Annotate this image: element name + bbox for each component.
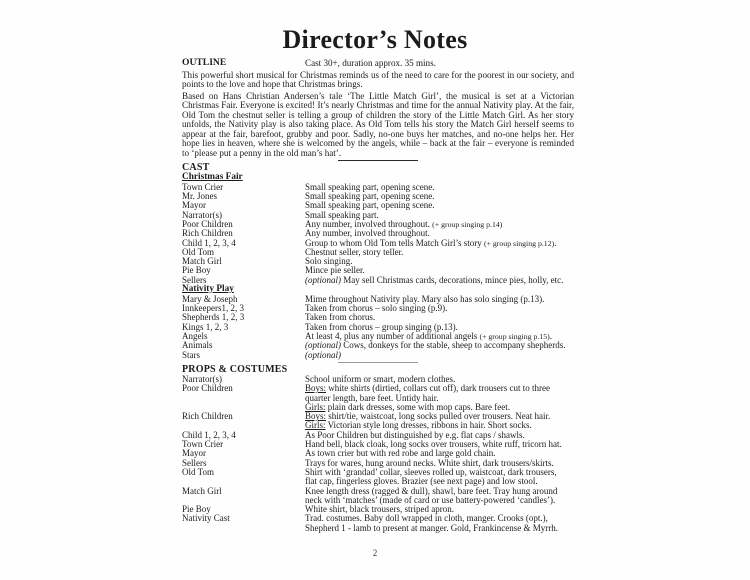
props-line-text: White shirt, black trousers, striped apron. <box>305 504 454 515</box>
props-line-text: Victorian style long dresses, ribbons in hair. Short socks. <box>325 420 532 431</box>
props-description <box>305 487 574 506</box>
cast-desc-text: Small speaking part, opening scene. <box>305 181 435 192</box>
cast-desc-text: Chestnut seller, story teller. <box>305 246 404 257</box>
props-role: Old Tom <box>182 466 214 477</box>
cast-desc-text: Taken from chorus. <box>305 312 376 323</box>
cast-role: Sellers <box>182 274 207 285</box>
props-line-text: As town crier but with red robe and large gold chain. <box>305 448 496 459</box>
props-line-text: Shirt with ‘grandad’ collar, sleeves rolled up, waistcoat, dark trousers, <box>305 466 557 477</box>
props-line-text: flat cap, fingerless gloves. Brazier (see next page) and low stool. <box>305 476 538 487</box>
cast-desc-text: Any number, involved throughout. <box>305 228 430 239</box>
props-role: Sellers <box>182 457 207 468</box>
optional-tag: (optional) <box>305 340 341 351</box>
cast-desc-text: Small speaking part, opening scene. <box>305 200 435 211</box>
props-line-text: quarter length, bare feet. Untidy hair. <box>305 392 439 403</box>
cast-role: Innkeepers1, 2, 3 <box>182 303 244 314</box>
cast-desc-text: At least 4, plus any number of additional angels <box>305 331 480 342</box>
underlined-label: Boys: <box>305 411 327 422</box>
cast-role: Mr. Jones <box>182 191 218 202</box>
cast-desc-tail: . <box>554 237 557 248</box>
props-line-text: Shepherd 1 - lamb to present at manger. Gold, Frankincense & Myrrh. <box>305 522 558 533</box>
nativity-play-subheading: Nativity Play <box>182 284 234 295</box>
cast-role: Kings 1, 2, 3 <box>182 321 229 332</box>
props-description <box>305 514 574 533</box>
props-description <box>305 412 574 431</box>
cast-desc-tail: . <box>549 331 552 342</box>
outline-heading: OUTLINE <box>182 57 227 68</box>
cast-role: Angels <box>182 331 208 342</box>
outline-section-row <box>182 58 574 69</box>
props-role: Match Girl <box>182 485 222 496</box>
cast-row <box>182 257 574 266</box>
underlined-label: Boys: <box>305 383 327 394</box>
props-line-text: neck with ‘matches’ (made of card or use battery-powered ‘candles’). <box>305 494 556 505</box>
underlined-label: Girls: <box>305 420 326 431</box>
props-row <box>182 412 574 431</box>
cast-heading: CAST <box>182 162 210 173</box>
cast-desc-text: Taken from chorus – group singing (p.13). <box>305 321 458 332</box>
outline-paragraph-1: This powerful short musical for Christmas reminds us of the need to care for the poorest in our society, and points to the love and hope that Christmas brings. <box>182 69 574 89</box>
singing-page-ref: (+ group singing p.14) <box>432 219 503 229</box>
christmas-fair-subheading: Christmas Fair <box>182 172 243 182</box>
optional-tag: (optional) <box>305 349 341 360</box>
cast-row <box>182 341 574 350</box>
cast-role: Animals <box>182 340 213 351</box>
cast-role: Narrator(s) <box>182 209 222 220</box>
cast-role: Stars <box>182 349 200 360</box>
props-line-text: Knee length dress (ragged & dull), shawl, bare feet. Tray hung around <box>305 485 558 496</box>
cast-role: Mayor <box>182 200 206 211</box>
cast-role: Shepherds 1, 2, 3 <box>182 312 245 323</box>
props-role: Mayor <box>182 448 206 459</box>
cast-role: Child 1, 2, 3, 4 <box>182 237 236 248</box>
cast-desc-text: Small speaking part, opening scene. <box>305 191 435 202</box>
props-line-text: Hand bell, black cloak, long socks over trousers, white ruff, tricorn hat. <box>305 439 562 450</box>
cast-desc-text: Solo singing. <box>305 256 353 267</box>
props-role: Pie Boy <box>182 504 211 515</box>
underlined-label: Girls: <box>305 401 326 412</box>
cast-desc-text: Small speaking part. <box>305 209 379 220</box>
cast-desc-text: Taken from chorus – solo singing (p.9). <box>305 303 448 314</box>
cast-desc-text: Any number, involved throughout. <box>305 218 433 229</box>
props-line-text: Trad. costumes. Baby doll wrapped in cloth, manger. Crooks (opt.), <box>305 513 548 524</box>
page-title: Director’s Notes <box>282 25 468 54</box>
cast-description <box>305 351 574 360</box>
section-divider <box>338 362 418 363</box>
props-line <box>305 524 574 533</box>
singing-page-ref: (+ group singing p.12) <box>483 238 555 248</box>
props-row <box>182 384 574 412</box>
props-costumes-heading: PROPS & COSTUMES <box>182 363 288 375</box>
outline-paragraph-2: Based on Hans Christian Andersen’s tale ‘The Little Match Girl’, the musical is set at a Victorian Christmas Fair. Everyone is excited! It’s nearly Christmas and time for the annual Nativity play. At the fair, Old Tom the chestnut seller is telling a group of children the story of the Little Match Girl. As her story unfolds, the Nativity play is also taking place. As Old Tom tells his story the Match Girl herself seems to appear at the fair, barefoot, grubby and poor. Sadly, no-one buys her matches, and no-one helps her. Her hope lies in heaven, where she is welcomed by the angels, while – back at the fair – everyone is reminded to ‘please put a penny in the old man’s hat’. <box>182 90 574 158</box>
cast-role: Poor Children <box>182 218 233 229</box>
cast-role: Old Tom <box>182 246 214 257</box>
props-row <box>182 514 574 533</box>
props-role: Poor Children <box>182 383 233 394</box>
cast-role: Mary & Joseph <box>182 293 238 304</box>
props-line-text: white shirts (dirtied, collars cut off), dark trousers cut to three <box>326 383 551 394</box>
cast-desc-text: Mince pie seller. <box>305 265 365 276</box>
optional-tag: (optional) <box>305 274 341 285</box>
cast-role: Rich Children <box>182 228 233 239</box>
props-role: Town Crier <box>182 439 224 450</box>
props-row <box>182 468 574 487</box>
props-line-text: School uniform or smart, modern clothes. <box>305 373 456 384</box>
props-line-text: plain dark dresses, some with mop caps. Bare feet. <box>325 401 510 412</box>
outline-summary: Cast 30+, duration approx. 35 mins. <box>305 58 436 68</box>
cast-description <box>305 341 574 350</box>
props-description <box>305 384 574 412</box>
props-line-text: shirt/tie, waistcoat, long socks pulled over trousers. Neat hair. <box>326 411 551 422</box>
cast-desc-text: Cows, donkeys for the stable, sheep to accompany shepherds. <box>341 340 566 351</box>
document-body <box>182 58 574 533</box>
page-number: 2 <box>372 548 378 558</box>
cast-description <box>305 276 574 285</box>
props-role: Nativity Cast <box>182 513 230 524</box>
cast-role: Match Girl <box>182 256 222 267</box>
props-role: Rich Children <box>182 411 233 422</box>
props-description <box>305 468 574 487</box>
cast-row <box>182 351 574 360</box>
cast-desc-text: May sell Christmas cards, decorations, mince pies, holly, etc. <box>341 274 564 285</box>
props-role: Child 1, 2, 3, 4 <box>182 429 236 440</box>
cast-role: Town Crier <box>182 181 224 192</box>
cast-row <box>182 276 574 285</box>
cast-desc-text: Group to whom Old Tom tells Match Girl’s story <box>305 237 484 248</box>
cast-role: Pie Boy <box>182 265 211 276</box>
singing-page-ref: (+ group singing p.15) <box>479 332 550 342</box>
cast-row <box>182 248 574 257</box>
props-role: Narrator(s) <box>182 373 222 384</box>
props-row <box>182 487 574 506</box>
cast-desc-text: Mime throughout Nativity play. Mary also has solo singing (p.13). <box>305 293 545 304</box>
props-line-text: Trays for wares, hung around necks. White shirt, dark trousers/skirts. <box>305 457 554 468</box>
props-line-text: As Poor Children but distinguished by e.g. flat caps / shawls. <box>305 429 525 440</box>
section-divider <box>338 160 418 161</box>
